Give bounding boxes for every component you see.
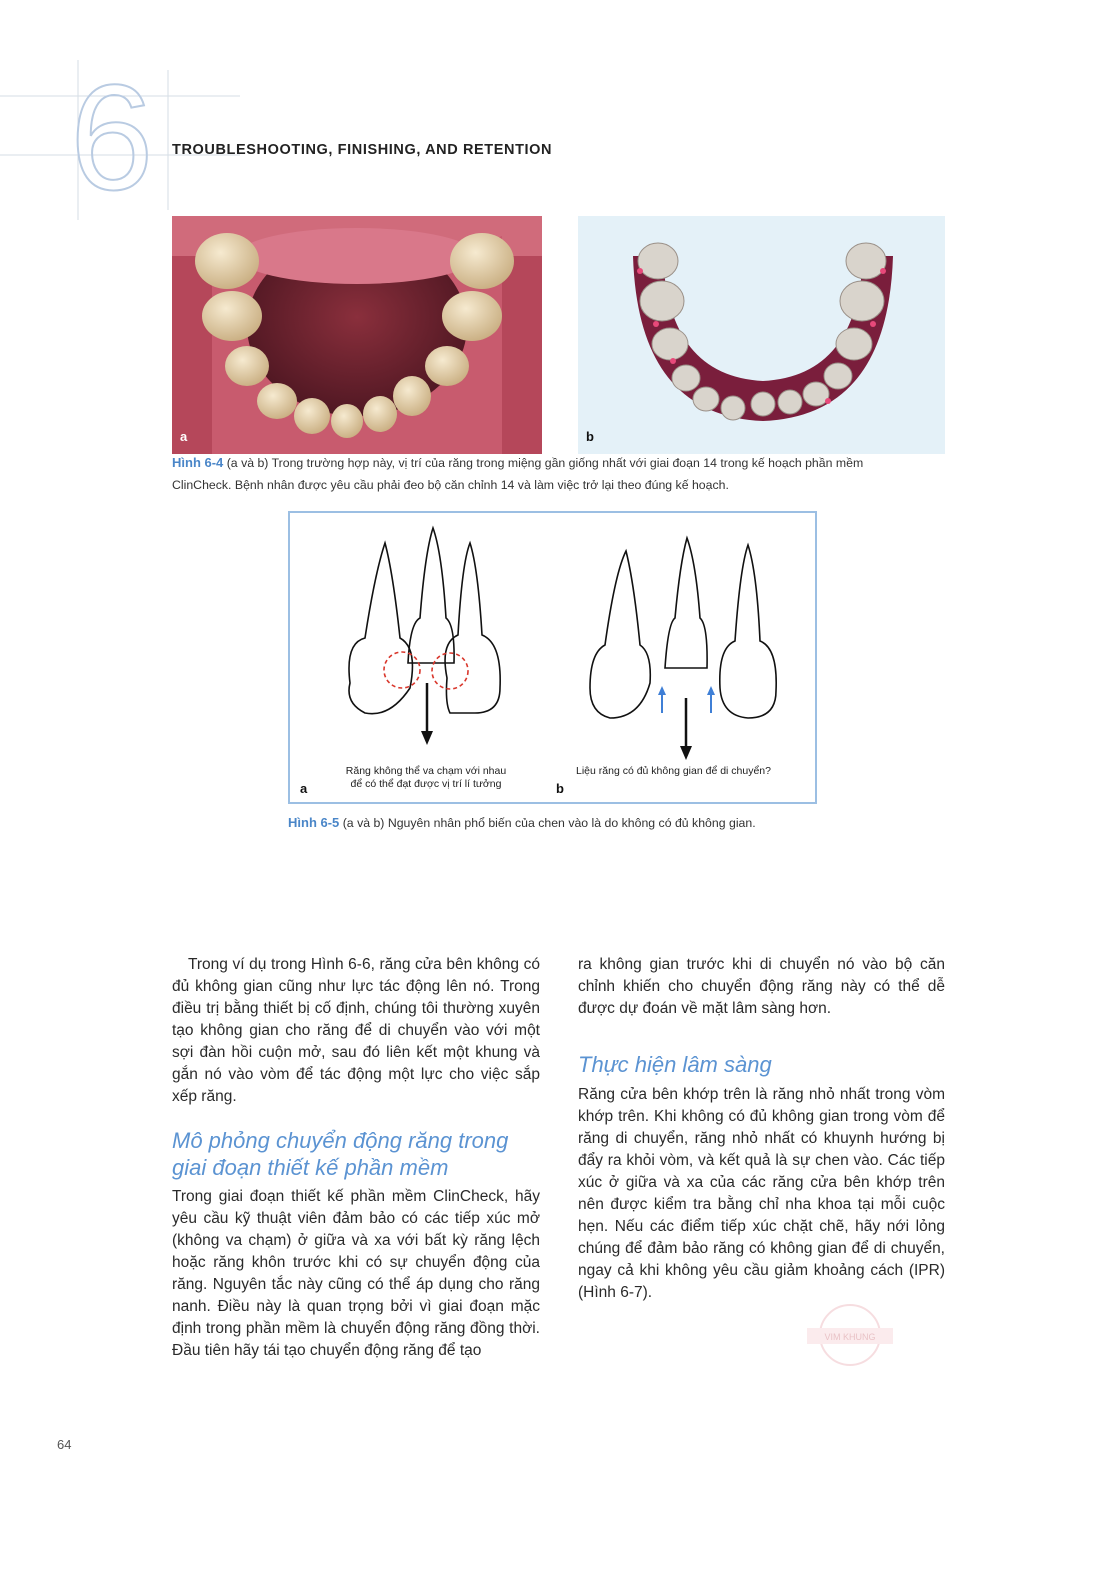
figure-6-4-caption-text: (a và b) Trong trường hợp này, vị trí của răng trong miệng gần giống nhất với giai đoạn 14 trong kế hoạch phần mềm ClinCheck. Bệnh nhân được yêu cầu phải đeo bộ căn chỉnh 14 và làm việc trở lại theo đúng kế hoạch. [172,456,864,492]
watermark-logo [795,1300,905,1370]
figure-6-5-caption [288,812,848,834]
section-heading-clinical: Thực hiện lâm sàng [578,1052,772,1077]
panel-a-note-line2: để có thể đạt được vị trí lí tưởng [350,778,502,790]
page-number: 64 [57,1437,72,1452]
left-lateral-tooth-b [590,551,650,718]
right-tooth-a [445,543,500,713]
figure-6-5-panel-a-label: a [300,781,308,796]
figure-6-5-caption-text: (a và b) Nguyên nhân phổ biến của chen vào là do không có đủ không gian. [339,816,756,830]
clincheck-render [578,216,945,454]
section-heading-line1: Mô phỏng chuyển động răng trong [172,1128,509,1153]
left-paragraph-1: Trong ví dụ trong Hình 6-6, răng cửa bên không có đủ không gian cũng như lực tác động lên nó. Trong điều trị bằng thiết bị cố định, chúng tôi thường xuyên tạo không gian cho răng để di chuyển vào với một sợi đàn hồi cuộn mở, sau đó liên kết một khung và gắn nó vào vòm để tác động một lực cho việc sắp xếp răng. [172,956,540,1105]
left-lateral-tooth-a [349,543,412,714]
panel-a-note-line1: Răng không thể va chạm với nhau [345,765,507,777]
figure-6-4-caption [172,452,912,496]
running-title: TROUBLESHOOTING, FINISHING, AND RETENTION [172,142,553,158]
right-paragraph-2: Răng cửa bên khớp trên là răng nhỏ nhất trong vòm khớp trên. Khi không có đủ không gian trong vòm để răng di chuyển, răng nhỏ nhất có khuynh hướng bị đẩy ra khỏi vòm, và kết quả là sự chen vào. Các tiếp xúc ở giữa và xa của các răng cửa bên khớp trên nên được kiểm tra bằng chỉ nha khoa tại mỗi cuộc hẹn. Nếu các điểm tiếp xúc chặt chẽ, hãy nới lỏng chúng để đảm bảo răng có không gian để di chuyển, ngay cả khi không yêu cầu giảm khoảng cách (IPR) (Hình 6-7). [578,1086,945,1301]
left-paragraph-2: Trong giai đoạn thiết kế phần mềm ClinCheck, hãy yêu cầu kỹ thuật viên đảm bảo có các tiếp xúc mở (không va chạm) ở giữa và xa với bất kỳ răng lệch hoặc răng khôn trước khi có sự chuyển động của răng. Nguyên tắc này cũng có thể áp dụng cho răng nanh. Điều này là quan trọng bởi vì giai đoạn mặc định trong phần mềm là chuyển động răng đồng thời. Đầu tiên hãy tái tạo chuyển động răng để tạo [172,1188,540,1359]
figure-6-5-diagram [288,511,817,804]
central-tooth-a [408,528,454,663]
chapter-number: 6 [70,53,154,221]
central-tooth-b [665,538,707,668]
figure-6-4-label: Hình 6-4 [172,455,224,470]
intraoral-photo [172,216,542,454]
right-column [578,954,945,1304]
contact-circle-right [432,653,468,689]
figure-6-4-panel-a-label: a [180,429,188,444]
left-column [172,954,540,1362]
panel-b-note: Liệu răng có đủ không gian để di chuyển? [576,765,771,777]
right-paragraph-1: ra không gian trước khi di chuyển nó vào bộ căn chỉnh khiến cho chuyển động răng này có thể dễ được dự đoán về mặt lâm sàng hơn. [578,956,945,1017]
section-heading-simulation [172,1127,540,1181]
figure-6-4-panel-b-label: b [586,429,594,444]
panel-a-note [326,765,526,791]
figure-6-5-label: Hình 6-5 [288,815,340,830]
svg-text:VIM KHUNG: VIM KHUNG [824,1332,876,1342]
right-tooth-b [720,545,776,718]
section-heading-line2: giai đoạn thiết kế phần mềm [172,1155,449,1180]
contact-circle-left [384,652,420,688]
figure-6-5-panel-b-label: b [556,781,564,796]
